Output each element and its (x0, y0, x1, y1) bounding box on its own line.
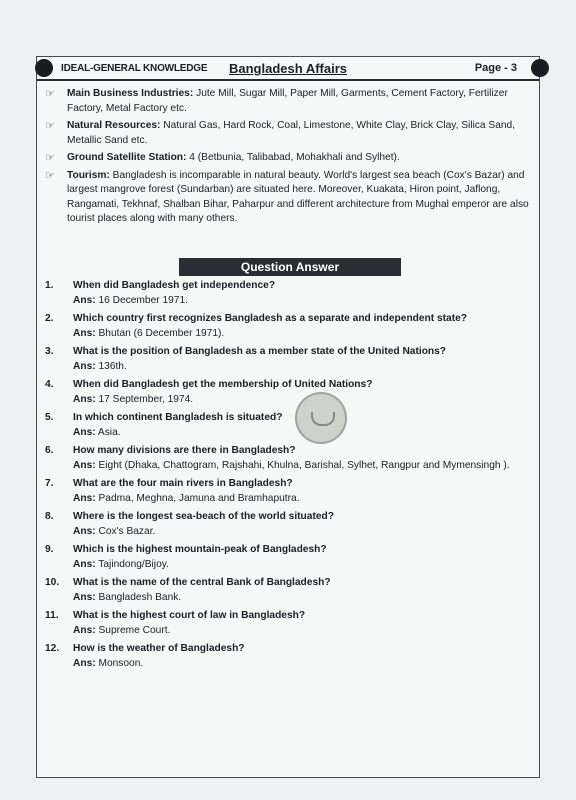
answer-text: Bhutan (6 December 1971). (98, 328, 225, 339)
question-number: 4. (45, 379, 54, 390)
pointing-hand-icon: ☞ (45, 152, 55, 164)
qa-item (45, 411, 535, 440)
answer-label: Ans: (73, 592, 96, 603)
question-text: What is the highest court of law in Bangladesh? (73, 610, 306, 621)
qa-item (45, 477, 535, 506)
question-list (45, 279, 535, 675)
answer-label: Ans: (73, 427, 96, 438)
answer-text: Bangladesh Bank. (98, 592, 182, 603)
answer-label: Ans: (73, 328, 96, 339)
bullet-label: Ground Satellite Station: (67, 152, 187, 163)
answer-label: Ans: (73, 460, 96, 471)
question-text: When did Bangladesh get the membership of United Nations? (73, 379, 373, 390)
question-number: 12. (45, 643, 60, 654)
qa-item (45, 279, 535, 308)
bullet-item (43, 151, 535, 166)
answer-text: Padma, Meghna, Jamuna and Bramhaputra. (98, 493, 300, 504)
answer-label: Ans: (73, 295, 96, 306)
qa-item (45, 576, 535, 605)
watermark-logo-icon (295, 392, 347, 444)
question-text: What is the position of Bangladesh as a member state of the United Nations? (73, 346, 447, 357)
page-header (37, 57, 539, 81)
header-book-name: IDEAL-GENERAL KNOWLEDGE (61, 63, 208, 74)
question-number: 2. (45, 313, 54, 324)
answer-label: Ans: (73, 559, 96, 570)
question-text: How many divisions are there in Bangladesh? (73, 445, 296, 456)
answer-label: Ans: (73, 394, 96, 405)
answer-text: Cox's Bazar. (98, 526, 156, 537)
section-title: Question Answer (179, 258, 401, 276)
question-text: What are the four main rivers in Bangladesh? (73, 478, 293, 489)
question-number: 9. (45, 544, 54, 555)
bullet-item (43, 119, 535, 148)
answer-label: Ans: (73, 625, 96, 636)
bullet-text: Jute Mill, Sugar Mill, Paper Mill, Garments, Cement Factory, Fertilizer Factory, Metal Factory etc. (67, 88, 508, 114)
answer-label: Ans: (73, 658, 96, 669)
qa-item (45, 543, 535, 572)
question-text: In which continent Bangladesh is situated? (73, 412, 283, 423)
qa-item (45, 510, 535, 539)
answer-text: Asia. (97, 427, 121, 438)
question-number: 3. (45, 346, 54, 357)
header-page-number: Page - 3 (474, 62, 517, 74)
answer-text: 136th. (98, 361, 127, 372)
question-text: When did Bangladesh get independence? (73, 280, 276, 291)
answer-line (73, 624, 535, 638)
bullet-text: 4 (Betbunia, Talibabad, Mohakhali and Sylhet). (189, 152, 400, 163)
question-text: Which is the highest mountain-peak of Bangladesh? (73, 544, 327, 555)
bullet-text: Natural Gas, Hard Rock, Coal, Limestone, White Clay, Brick Clay, Silica Sand, Metallic Sand etc. (67, 120, 516, 146)
answer-line (73, 558, 535, 572)
bullet-item (43, 87, 535, 116)
document-page (36, 56, 540, 778)
question-text: How is the weather of Bangladesh? (73, 643, 245, 654)
answer-line (73, 525, 535, 539)
qa-item (45, 609, 535, 638)
answer-line (73, 459, 535, 473)
answer-label: Ans: (73, 361, 96, 372)
bullet-label: Natural Resources: (67, 120, 161, 131)
answer-label: Ans: (73, 526, 96, 537)
answer-line (73, 657, 535, 671)
answer-line (73, 591, 535, 605)
answer-text: Monsoon. (98, 658, 144, 669)
header-dot-right (531, 59, 549, 77)
answer-text: 17 September, 1974. (98, 394, 194, 405)
question-text: Which country first recognizes Bangladesh as a separate and independent state? (73, 313, 468, 324)
header-title: Bangladesh Affairs (229, 61, 347, 76)
question-number: 10. (45, 577, 60, 588)
qa-item (45, 378, 535, 407)
question-number: 6. (45, 445, 54, 456)
bullet-item (43, 169, 535, 227)
answer-line (73, 327, 535, 341)
answer-text: Tajindong/Bijoy. (98, 559, 169, 570)
question-number: 1. (45, 280, 54, 291)
answer-label: Ans: (73, 493, 96, 504)
answer-text: 16 December 1971. (98, 295, 188, 306)
bullet-label: Main Business Industries: (67, 88, 194, 99)
qa-item (45, 444, 535, 473)
qa-item (45, 642, 535, 671)
answer-line (73, 360, 535, 374)
pointing-hand-icon: ☞ (45, 169, 55, 182)
qa-item (45, 312, 535, 341)
bullet-label: Tourism: (67, 169, 110, 181)
question-number: 8. (45, 511, 54, 522)
answer-line (73, 492, 535, 506)
qa-item (45, 345, 535, 374)
pointing-hand-icon: ☞ (45, 120, 55, 132)
pointing-hand-icon: ☞ (45, 88, 55, 100)
question-number: 11. (45, 610, 59, 621)
bullet-list (43, 87, 535, 230)
answer-text: Supreme Court. (98, 625, 171, 636)
bullet-text: Bangladesh is incomparable in natural beauty. World's largest sea beach (Cox's Bazar) and largest mangrove forest (Sundarban) are situated here. Moreover, Kuakata, Hiron point, Jaflong, Rangamati, Tekhnaf, Shalban Bihar, Paharpur and different architecture from Mughal emperor are also tourist places along with many others. (67, 169, 529, 224)
question-number: 7. (45, 478, 54, 489)
answer-text: Eight (Dhaka, Chattogram, Rajshahi, Khulna, Barishal, Sylhet, Rangpur and Mymensingh ). (98, 460, 510, 471)
question-number: 5. (45, 412, 54, 423)
question-text: Where is the longest sea-beach of the world situated? (73, 511, 334, 522)
answer-line (73, 294, 535, 308)
question-text: What is the name of the central Bank of Bangladesh? (73, 577, 331, 588)
